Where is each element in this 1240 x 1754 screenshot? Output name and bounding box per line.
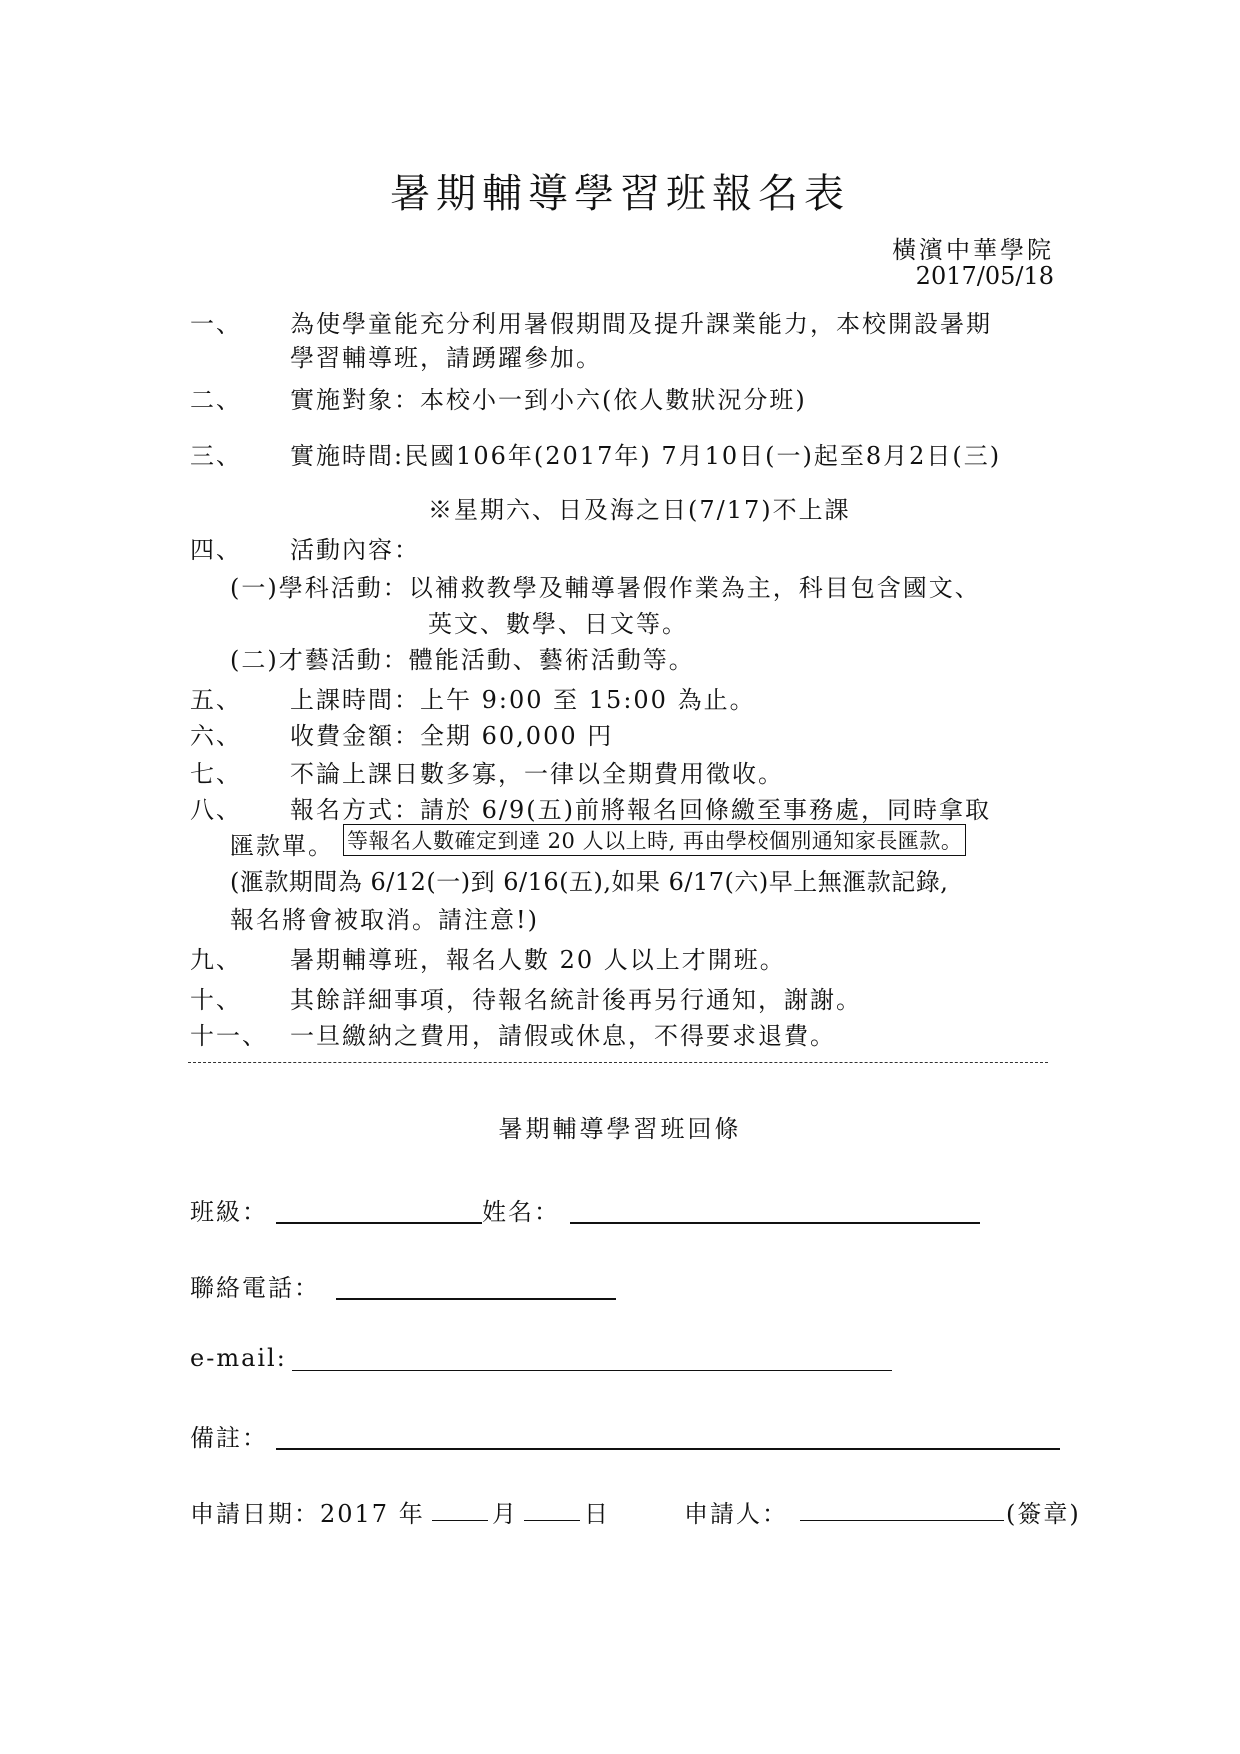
item-5-text: 上課時間：上午 9:00 至 15:00 為止。 bbox=[290, 686, 756, 714]
item-number-3: 三、 bbox=[190, 442, 242, 470]
name-field[interactable] bbox=[570, 1222, 980, 1224]
item-number-4: 四、 bbox=[190, 536, 242, 564]
item-number-9: 九、 bbox=[190, 946, 242, 974]
item-number-8: 八、 bbox=[190, 796, 242, 824]
applicant-signature-field[interactable] bbox=[800, 1520, 1004, 1521]
item-8-text-line1: 報名方式：請於 6/9(五)前將報名回條繳至事務處，同時拿取 bbox=[290, 796, 991, 824]
item-number-6: 六、 bbox=[190, 722, 242, 750]
day-label: 日 bbox=[584, 1500, 610, 1528]
item-9-text: 暑期輔導班，報名人數 20 人以上才開班。 bbox=[290, 946, 786, 974]
cut-line-divider bbox=[188, 1062, 1048, 1063]
name-label: 姓名： bbox=[482, 1198, 560, 1226]
email-label: e-mail: bbox=[190, 1344, 287, 1372]
organization-name: 橫濱中華學院 bbox=[892, 236, 1054, 264]
item-number-1: 一、 bbox=[190, 310, 242, 338]
remark-label: 備註： bbox=[190, 1424, 268, 1452]
document-date: 2017/05/18 bbox=[915, 262, 1054, 290]
item-2-text: 實施對象：本校小一到小六(依人數狀況分班) bbox=[290, 386, 807, 414]
item-number-10: 十、 bbox=[190, 986, 242, 1014]
seal-label: (簽章) bbox=[1006, 1500, 1081, 1528]
item-8-text-line4: 報名將會被取消。請注意!) bbox=[230, 906, 540, 934]
item-11-text: 一旦繳納之費用，請假或休息，不得要求退費。 bbox=[290, 1022, 836, 1050]
item-8-text-line3: (滙款期間為 6/12(一)到 6/16(五),如果 6/17(六)早上無滙款記錄, bbox=[230, 868, 949, 896]
item-8-text-line2: 匯款單。 bbox=[230, 832, 334, 860]
applicant-label: 申請人： bbox=[684, 1500, 788, 1528]
phone-field[interactable] bbox=[336, 1298, 616, 1300]
class-field[interactable] bbox=[276, 1222, 482, 1224]
item-1-text-line1: 為使學童能充分利用暑假期間及提升課業能力，本校開設暑期 bbox=[290, 310, 992, 338]
email-field[interactable] bbox=[292, 1370, 892, 1371]
item-4-academic-line2: 英文、數學、日文等。 bbox=[428, 610, 688, 638]
month-label: 月 bbox=[492, 1500, 518, 1528]
item-number-7: 七、 bbox=[190, 760, 242, 788]
item-7-text: 不論上課日數多寡，一律以全期費用徵收。 bbox=[290, 760, 784, 788]
page-title: 暑期輔導學習班報名表 bbox=[390, 171, 850, 217]
item-4-text: 活動內容： bbox=[290, 536, 420, 564]
month-field[interactable] bbox=[432, 1520, 488, 1521]
item-3-note: ※星期六、日及海之日(7/17)不上課 bbox=[428, 496, 851, 524]
day-field[interactable] bbox=[524, 1520, 580, 1521]
item-10-text: 其餘詳細事項，待報名統計後再另行通知，謝謝。 bbox=[290, 986, 862, 1014]
item-4-arts: (二)才藝活動：體能活動、藝術活動等。 bbox=[230, 646, 695, 674]
item-3-text: 實施時間:民國106年(2017年) 7月10日(一)起至8月2日(三) bbox=[290, 442, 1002, 470]
item-number-5: 五、 bbox=[190, 686, 242, 714]
item-number-2: 二、 bbox=[190, 386, 242, 414]
phone-label: 聯絡電話： bbox=[190, 1274, 320, 1302]
apply-date-label: 申請日期：2017 年 bbox=[190, 1500, 425, 1528]
item-number-11: 十一、 bbox=[190, 1022, 268, 1050]
reply-slip-title: 暑期輔導學習班回條 bbox=[498, 1115, 742, 1143]
item-6-text: 收費金額：全期 60,000 円 bbox=[290, 722, 614, 750]
class-label: 班級： bbox=[190, 1198, 268, 1226]
remark-field[interactable] bbox=[276, 1448, 1060, 1450]
item-8-boxed-notice: 等報名人數確定到達 20 人以上時, 再由學校個別通知家長匯款。 bbox=[343, 824, 966, 856]
item-1-text-line2: 學習輔導班，請踴躍參加。 bbox=[290, 344, 602, 372]
item-4-academic-line1: (一)學科活動：以補救教學及輔導暑假作業為主，科目包含國文、 bbox=[230, 574, 981, 602]
